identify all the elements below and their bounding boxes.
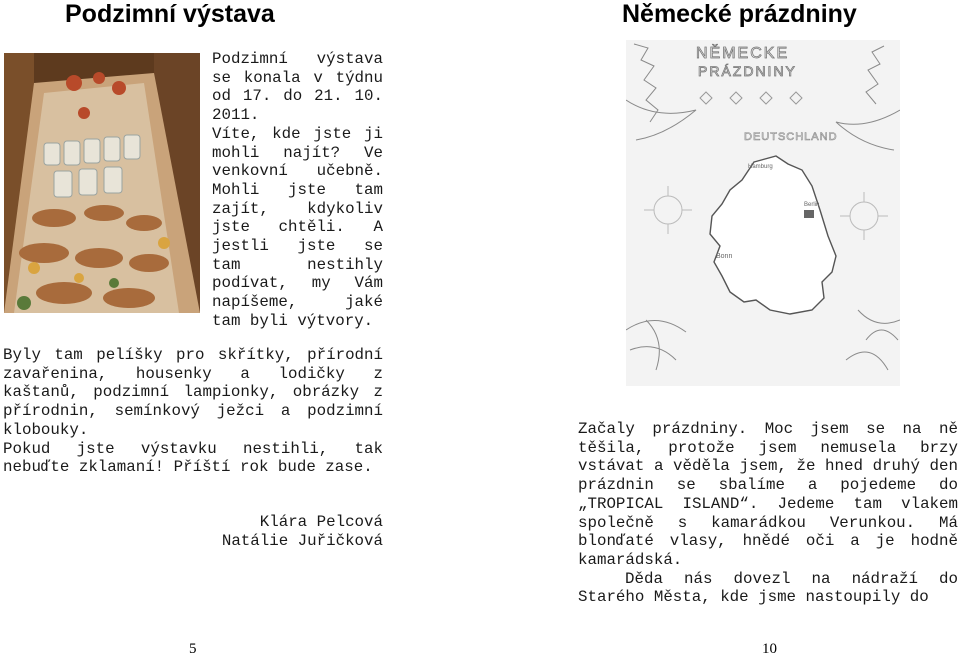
paragraph: Pokud jste výstavku nestihli, tak nebuďte zklamaní! Příští rok bude zase. [3,439,383,477]
intro-line: jste chtěli. A [212,218,383,237]
intro-line: od 17. do 21. 10. [212,87,383,106]
intro-line: venkovní učebně. [212,162,383,181]
author-name: Klára Pelcová [259,513,383,531]
intro-line: zajít, kdykoliv [212,199,383,218]
drawing-city-hamburg: Hamburg [748,164,773,170]
vacation-story [578,420,958,607]
paragraph: Byly tam pelíšky pro skřítky, přírodní zavařenina, housenky a lodičky z kaštanů, podzimní lampionky, obrázky z přírodnin, semínkový ježci a podzimní klobouky. [3,346,383,439]
page-title-left: Podzimní výstava [65,0,275,28]
intro-line: Víte, kde jste ji [212,124,383,143]
drawing-heading-1: NĚMECKE [696,45,790,62]
author-signature [203,513,383,550]
drawing-country: DEUTSCHLAND [744,131,838,143]
intro-line: napíšeme, jaké [212,293,383,312]
intro-line: mohli najít? Ve [212,143,383,162]
intro-line: podívat, my Vám [212,274,383,293]
drawing-city-berlin: Berlin [804,202,820,208]
intro-line: tam nestihly [212,255,383,274]
intro-line: jestli jste se [212,237,383,256]
page-number-right: 10 [762,641,777,657]
page-title-right: Německé prázdniny [622,0,857,28]
drawing-city-bonn: Bonn [716,253,733,260]
exhibition-description [3,346,383,477]
intro-line: 2011. [212,106,260,125]
intro-line: tam byli výtvory. [212,311,374,330]
germany-map-drawing [626,40,900,386]
drawing-heading-2: PRÁZDNINY [698,63,797,79]
intro-line: Mohli jste tam [212,180,383,199]
intro-text [212,50,383,331]
paragraph: Děda nás dovezl na nádraží do Starého Města, kde jsme nastoupily do [578,569,958,607]
page-number-left: 5 [189,641,197,657]
exhibition-photo [4,53,200,313]
intro-line: se konala v týdnu [212,68,383,87]
intro-line: Podzimní výstava [212,50,383,68]
paragraph: Začaly prázdniny. Moc jsem se na ně těšila, protože jsem nemusela brzy vstávat a věděla jsem, že hned druhý den prázdnin se sbalíme a pojedeme do „TROPICAL ISLAND“. Jedeme tam vlakem společně s kamarádkou Verunkou. Má blonďaté vlasy, hnědé oči a je hodně kamarádská. [578,420,958,569]
author-name: Natálie Juřičková [221,531,383,550]
